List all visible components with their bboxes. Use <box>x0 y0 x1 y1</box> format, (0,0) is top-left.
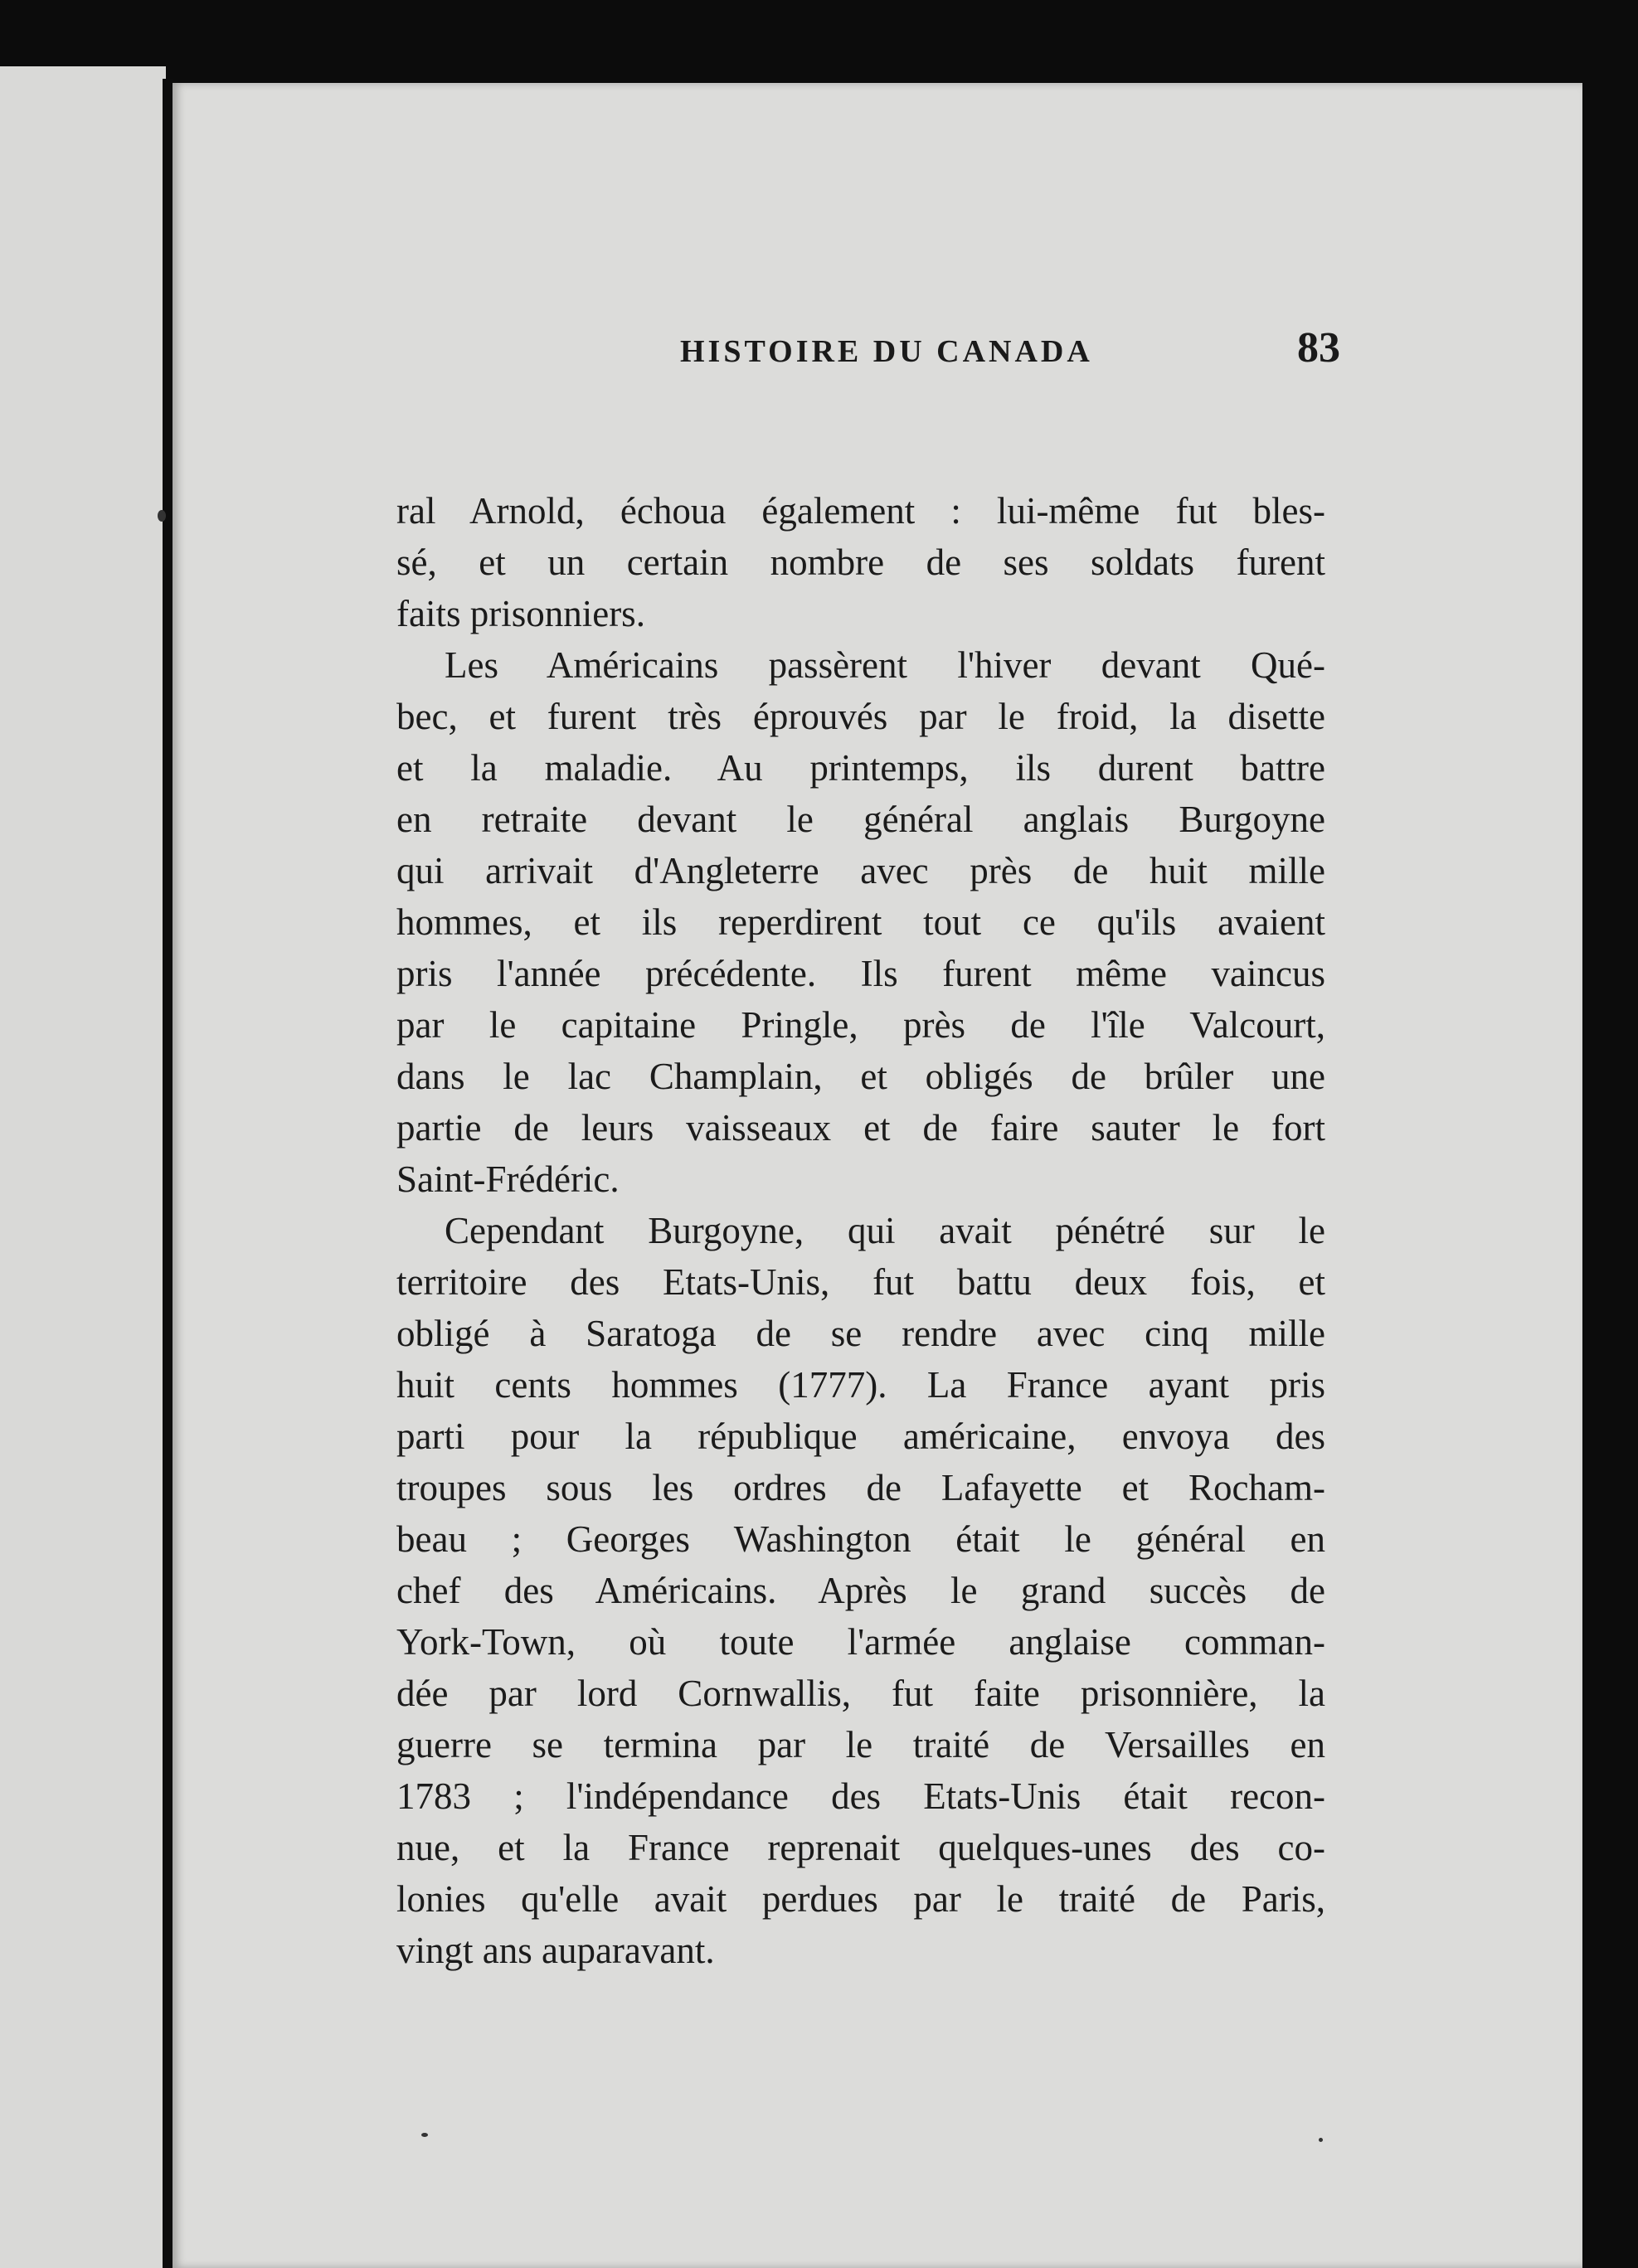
paragraph-3 <box>396 1205 1325 1976</box>
text-line: par le capitaine Pringle, près de l'île Valcourt, <box>396 1004 1325 1046</box>
previous-page-edge <box>0 66 166 2268</box>
text-line: beau ; Georges Washington était le général en <box>396 1518 1325 1560</box>
text-line: 1783 ; l'indépendance des Etats-Unis était recon- <box>396 1775 1325 1817</box>
text-line: pris l'année précédente. Ils furent même vaincus <box>396 953 1325 994</box>
running-head <box>506 315 1368 381</box>
text-line: et la maladie. Au printemps, ils durent battre <box>396 747 1325 789</box>
text-line: huit cents hommes (1777). La France ayant pris <box>396 1364 1325 1406</box>
text-line: dans le lac Champlain, et obligés de brûler une <box>396 1056 1325 1097</box>
text-line: ral Arnold, échoua également : lui-même fut bles- <box>396 490 1325 532</box>
text-line: parti pour la république américaine, envoya des <box>396 1416 1325 1457</box>
paragraph-1 <box>396 485 1325 639</box>
text-line: faits prisonniers. <box>396 593 645 634</box>
text-line: dée par lord Cornwallis, fut faite prisonnière, la <box>396 1673 1325 1714</box>
speck-bottom-left <box>421 2133 428 2137</box>
text-line: territoire des Etats-Unis, fut battu deux fois, et <box>396 1261 1325 1303</box>
text-line: troupes sous les ordres de Lafayette et Rocham- <box>396 1467 1325 1508</box>
text-line: qui arrivait d'Angleterre avec près de huit mille <box>396 850 1325 891</box>
text-line: chef des Américains. Après le grand succès de <box>396 1570 1325 1611</box>
book-spine <box>163 79 173 2268</box>
text-line: Saint-Frédéric. <box>396 1158 620 1200</box>
text-line: partie de leurs vaisseaux et de faire sauter le fort <box>396 1107 1325 1149</box>
text-line: guerre se termina par le traité de Versailles en <box>396 1724 1325 1765</box>
text-line: bec, et furent très éprouvés par le froid, la disette <box>396 696 1325 737</box>
text-line: York-Town, où toute l'armée anglaise comman- <box>396 1621 1325 1663</box>
text-line: en retraite devant le général anglais Burgoyne <box>396 799 1325 840</box>
text-line: nue, et la France reprenait quelques-unes des co- <box>396 1827 1325 1868</box>
text-line: vingt ans auparavant. <box>396 1930 715 1971</box>
speck-left <box>158 510 166 522</box>
text-line: lonies qu'elle avait perdues par le traité de Paris, <box>396 1878 1325 1920</box>
text-line: Cependant Burgoyne, qui avait pénétré sur le <box>445 1210 1325 1251</box>
text-line: obligé à Saratoga de se rendre avec cinq mille <box>396 1313 1325 1354</box>
text-line: Les Américains passèrent l'hiver devant Qué- <box>445 644 1325 686</box>
text-line: hommes, et ils reperdirent tout ce qu'ils avaient <box>396 901 1325 943</box>
text-line: sé, et un certain nombre de ses soldats furent <box>396 542 1325 583</box>
paragraph-2 <box>396 639 1325 1205</box>
body-text <box>396 485 1325 1976</box>
speck-bottom-right <box>1319 2138 1323 2142</box>
page-number: 83 <box>1297 324 1340 372</box>
running-title: HISTOIRE DU CANADA <box>680 334 1093 369</box>
